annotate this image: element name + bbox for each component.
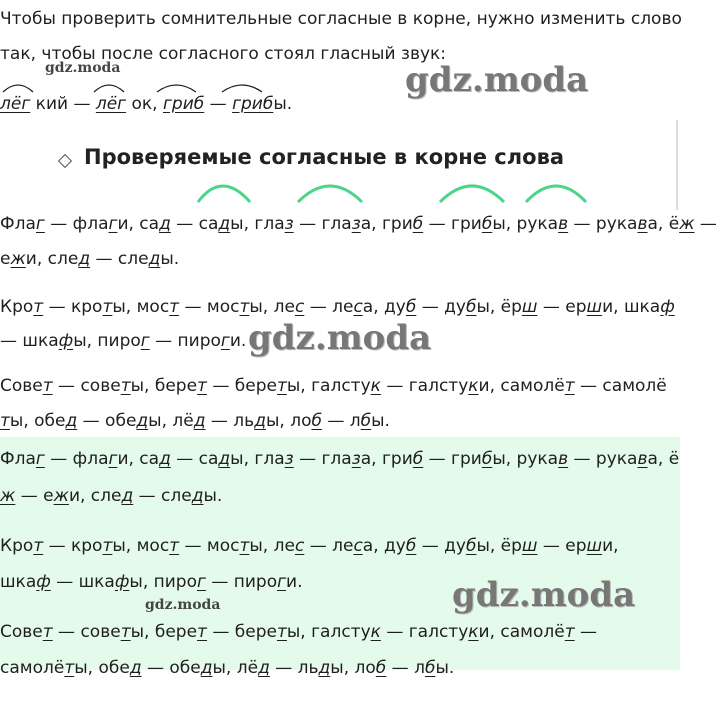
checked-consonant: ш [586,536,603,556]
checked-consonant: д [218,214,231,234]
checked-consonant: б [465,536,477,556]
text-segment: ы, пиро [73,331,141,351]
text-segment: и, [602,536,619,556]
checked-consonant: б [412,449,424,469]
text-segment: ы, гла [230,214,285,234]
checked-consonant: д [218,449,231,469]
checked-consonant: з [351,449,361,469]
text-segment: — галсту [380,376,469,396]
checked-consonant: д [121,486,134,506]
text-segment: — гла [293,214,352,234]
para4-line2 [0,485,222,507]
checked-consonant: г [140,331,150,351]
text-segment: — л [321,411,361,431]
checked-consonant: т [33,536,44,556]
checked-consonant: ф [36,572,51,592]
checked-consonant: ш [586,297,603,317]
text-segment: — мос [179,536,240,556]
text-segment: — бере [206,376,277,396]
checked-consonant: б [481,449,493,469]
text-segment: а, гри [360,449,413,469]
root-arc [3,85,33,92]
para2-line1 [0,296,675,318]
para2-line2 [0,330,246,352]
text-segment: — пиро [205,572,278,592]
text-segment: ы, галсту [286,376,371,396]
checked-consonant: с [353,297,363,317]
text-segment: Сове [0,376,43,396]
text-segment: ы, ле [249,536,295,556]
text-segment: — ль [269,658,319,678]
text-segment: — сове [52,622,121,642]
root-arcs [0,78,280,94]
checked-consonant: д [136,411,149,431]
diamond-icon [58,154,72,168]
text-segment: а, ду [362,536,406,556]
text-segment: ы, бере [130,376,198,396]
checked-consonant: т [239,536,250,556]
text-segment: — пиро [149,331,221,351]
root-arc [157,85,196,92]
text-segment: — обе [141,658,201,678]
text-segment: — сле [90,249,149,269]
text-segment: — бере [206,622,277,642]
text-segment: ы, ёр [476,536,522,556]
text-segment: и, сле [68,486,122,506]
checked-consonant: д [159,449,171,469]
checked-consonant: ш [521,297,538,317]
checked-consonant: т [239,297,250,317]
checked-consonant: ш [521,536,538,556]
text-segment: ы, рука [492,449,559,469]
checked-consonant: г [108,449,118,469]
root-arc [222,85,262,92]
text-segment: и. [229,331,247,351]
watermark-big: gdz.moda [452,575,636,615]
checked-consonant: з [351,214,361,234]
checked-consonant: б [481,214,493,234]
text-segment: — кро [43,536,103,556]
para1-line1 [0,213,717,235]
text-segment: — са [170,214,219,234]
checked-consonant: т [120,622,131,642]
text-segment: ы. [160,249,180,269]
text-segment: и, шка [602,297,661,317]
text-segment: ы, бере [130,622,198,642]
checked-consonant: з [284,449,294,469]
checked-consonant: г [108,214,118,234]
para6-line1 [0,621,597,643]
checked-consonant: т [42,376,53,396]
text-segment: — рука [568,449,638,469]
checked-consonant: д [78,249,91,269]
text-segment: — самолё [574,376,667,396]
watermark-big: gdz.moda [248,318,432,358]
checked-consonant: з [284,214,294,234]
text-segment: ы, пиро [129,572,197,592]
text-segment: — [694,214,717,234]
text-segment: а, ё [647,214,680,234]
text-segment: е [0,249,11,269]
text-segment: — гри [423,449,482,469]
text-segment: Фла [0,214,36,234]
checked-consonant: д [159,214,171,234]
text-segment: Сове [0,622,43,642]
checked-consonant: д [258,658,270,678]
text-segment: и, самолё [478,376,565,396]
checked-consonant: т [564,376,575,396]
checked-consonant: д [318,658,331,678]
text-segment: — фла [44,449,109,469]
text-segment: ы, обе [74,658,130,678]
checked-consonant: г [35,214,45,234]
checked-consonant: д [193,411,206,431]
text-segment: ы, обе [9,411,66,431]
text-segment: и, са [117,214,160,234]
checked-consonant: т [276,376,287,396]
para4-line1 [0,448,679,470]
example-word-root: лёг [0,94,31,114]
text-segment: — ль [205,411,255,431]
text-segment: а, гри [360,214,413,234]
text-segment: — ле [304,536,354,556]
text-segment: — шка [0,331,59,351]
text-segment: ы. [203,486,223,506]
checked-consonant: ф [114,572,130,592]
green-arc [526,186,586,202]
text-segment: — галсту [380,622,469,642]
text-segment: — мос [179,297,240,317]
checked-consonant: д [200,658,213,678]
text-segment: и, самолё [478,622,565,642]
checked-consonant: г [197,572,206,592]
text-segment: ы, лё [212,658,259,678]
checked-consonant: д [254,411,266,431]
para6-line2 [0,657,454,679]
text-segment: — рука [568,214,638,234]
text-segment: — обе [77,411,137,431]
checked-consonant: г [277,572,287,592]
checked-consonant: ж [10,249,26,269]
green-arc [298,186,362,202]
text-segment: и, са [117,449,160,469]
text-segment: — е [15,486,54,506]
para1-line2 [0,248,179,270]
text-segment: — ду [416,297,466,317]
text-segment: ы, рука [492,214,559,234]
checked-consonant: т [33,297,44,317]
checked-consonant: к [468,376,479,396]
checked-consonant: т [169,297,180,317]
text-segment: — сове [52,376,121,396]
checked-consonant: в [558,449,569,469]
checked-consonant: ж [53,486,69,506]
checked-consonant: б [424,658,436,678]
watermark-small: gdz.moda [45,60,121,76]
text-segment: — л [386,658,425,678]
green-arc [440,186,504,202]
text-segment: — гри [423,214,482,234]
text-segment: ы, гла [230,449,285,469]
text-segment: — фла [44,214,109,234]
checked-consonant: г [35,449,45,469]
text-segment: — са [170,449,219,469]
para5-line1 [0,535,619,557]
intro-line-1: Чтобы проверить сомнительные согласные в корне, нужно изменить слово [0,9,682,29]
checked-consonant: б [375,658,387,678]
checked-consonant: д [148,249,161,269]
watermark-small: gdz.moda [145,597,221,613]
text-segment: — ер [537,297,587,317]
checked-consonant: с [294,297,305,317]
checked-consonant: д [129,658,142,678]
para6-line2-clip [0,652,680,678]
intro-line-2: так, чтобы после согласного стоял гласный звук: [0,44,447,64]
example-word-root: лёг [95,94,127,114]
text-segment: ы, ло [330,658,376,678]
example-word-root: гриб [232,94,274,114]
checked-consonant: т [0,411,10,431]
text-segment: ы. [435,658,455,678]
checked-consonant: к [370,622,381,642]
text-segment: — ду [416,536,466,556]
checked-consonant: т [197,622,207,642]
checked-consonant: д [191,486,204,506]
checked-consonant: т [276,622,287,642]
watermark-big: gdz.moda [405,60,589,100]
checked-consonant: ж [0,486,16,506]
text-segment: ы, ле [249,297,295,317]
text-segment: и. [286,572,303,592]
checked-consonant: к [370,376,381,396]
text-segment: — кро [43,297,103,317]
checked-consonant: с [353,536,363,556]
checked-consonant: б [405,536,417,556]
text-segment: ы, ёр [476,297,522,317]
checked-consonant: т [197,376,207,396]
text-segment: ы. [371,411,390,431]
checked-consonant: д [65,411,78,431]
checked-consonant: б [311,411,322,431]
text-segment: и, сле [25,249,79,269]
text-segment: — ле [304,297,354,317]
checked-consonant: т [64,658,75,678]
para5-line2 [0,571,303,593]
checked-consonant: к [468,622,479,642]
example-line: лёг кий — лёг ок, гриб — грибы. [0,94,293,114]
text-segment: — сле [133,486,192,506]
checked-consonant: б [360,411,372,431]
checked-consonant: т [42,622,53,642]
checked-consonant: г [220,331,230,351]
para3-line2 [0,410,390,432]
checked-consonant: в [637,214,648,234]
checked-consonant: б [465,297,477,317]
para3-line1 [0,375,667,397]
text-segment: ы, мос [112,297,170,317]
checked-consonant: т [120,376,131,396]
checked-consonant: ф [660,297,675,317]
text-segment: а, ду [362,297,406,317]
text-segment: ы, ло [265,411,312,431]
text-segment: — [574,622,598,642]
text-segment: — гла [293,449,352,469]
decorative-arcs [190,172,610,208]
text-segment: — шка [50,572,115,592]
text-segment: Кро [0,536,34,556]
example-word-root: гриб [163,94,205,114]
text-segment: — ер [537,536,587,556]
divider [676,120,678,210]
checked-consonant: т [564,622,575,642]
green-arc [198,186,250,202]
checked-consonant: т [102,536,113,556]
checked-consonant: т [169,536,180,556]
checked-consonant: ж [679,214,695,234]
checked-consonant: б [405,297,417,317]
checked-consonant: т [102,297,113,317]
text-segment: ы, лё [148,411,194,431]
root-arc [94,85,124,92]
text-segment: шка [0,572,37,592]
checked-consonant: в [637,449,648,469]
text-segment: а, ё [647,449,680,469]
section-heading: Проверяемые согласные в корне слова [84,145,565,169]
text-segment: ы, галсту [286,622,371,642]
checked-consonant: в [558,214,569,234]
text-segment: Кро [0,297,34,317]
text-segment: самолё [0,658,65,678]
checked-consonant: с [294,536,305,556]
text-segment: Фла [0,449,36,469]
checked-consonant: ф [58,331,74,351]
text-segment: ы, мос [112,536,170,556]
checked-consonant: б [412,214,424,234]
